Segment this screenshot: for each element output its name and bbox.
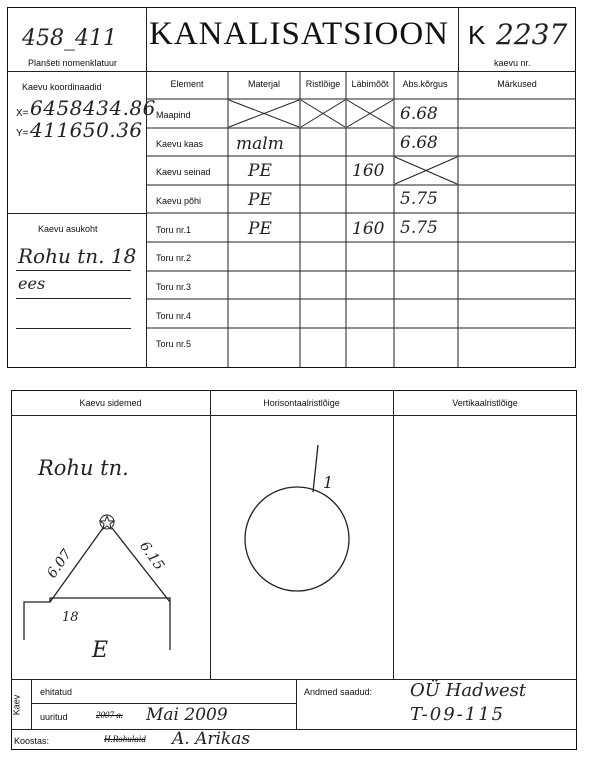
dimension-right: 6.15 [136, 538, 168, 574]
row-label: Kaevu seinad [156, 167, 211, 177]
house-letter: E [92, 638, 109, 663]
data-reference: T-09-115 [410, 704, 506, 725]
cell-abs: 6.68 [400, 133, 438, 153]
compiled-old: H.Rohulaid [104, 734, 146, 744]
row-label: Kaevu kaas [156, 139, 204, 149]
x-prefix: X= [16, 108, 29, 119]
x-coordinate: 6458434.86 [30, 96, 156, 120]
col-vertical: Vertikaalristlõige [452, 398, 518, 408]
location-label: Kaevu asukoht [38, 224, 98, 234]
row-label: Toru nr.4 [156, 311, 192, 321]
col-header-cross: Ristlõige [305, 79, 341, 89]
row-label: Toru nr.5 [156, 339, 192, 349]
cell-material: PE [248, 161, 272, 181]
row-label: Kaevu põhi [156, 196, 202, 206]
cell-abs: 5.75 [400, 218, 438, 238]
house-number: 18 [62, 610, 79, 625]
footer-bottom-line [11, 729, 577, 730]
well-symbol-icon [100, 515, 114, 529]
y-coordinate: 411650.36 [30, 118, 143, 142]
footer-mid-divider [296, 679, 297, 729]
col-header-abs: Abs.kõrgus [402, 79, 448, 89]
cell-diameter: 160 [352, 219, 385, 239]
cell-material: PE [248, 190, 272, 210]
y-prefix: Y= [16, 128, 29, 139]
location-line-1: Rohu tn. 18 [18, 244, 137, 268]
coordinates-label: Kaevu koordinaadid [22, 82, 102, 92]
col-header-element: Element [170, 79, 204, 89]
data-from-value: OÜ Hadwest [410, 680, 527, 701]
col-header-material: Materjal [247, 79, 280, 89]
location-line-2: ees [18, 274, 46, 293]
well-prefix: K [468, 20, 486, 50]
footer-side-divider [31, 679, 32, 729]
well-number-label: kaevu nr. [494, 58, 531, 68]
col-header-notes: Märkused [497, 79, 537, 89]
surveyed-new: Mai 2009 [146, 705, 228, 725]
building-outline [24, 598, 170, 650]
surveyed-old: 2007 a. [96, 710, 123, 720]
street-label: Rohu tn. [38, 456, 129, 480]
dimension-left: 6.07 [44, 546, 76, 582]
cell-abs: 5.75 [400, 189, 438, 209]
well-number: 2237 [496, 18, 568, 51]
tie-lines [50, 528, 170, 602]
row-label: Toru nr.3 [156, 282, 192, 292]
row-label: Toru nr.2 [156, 253, 192, 263]
built-label: ehitatud [40, 687, 73, 697]
nomenclature-value: 458_411 [22, 26, 117, 51]
cell-abs: 6.68 [400, 104, 438, 124]
footer-mid-line [31, 703, 296, 704]
col-sidemed: Kaevu sidemed [79, 398, 142, 408]
row-label: Maapind [156, 110, 191, 120]
row-label: Toru nr.1 [156, 225, 192, 235]
surveyed-label: uuritud [40, 712, 68, 722]
cell-diameter: 160 [352, 161, 385, 181]
compiled-label: Koostas: [14, 736, 50, 746]
data-from-label: Andmed saadud: [304, 687, 373, 697]
cell-material: PE [248, 219, 272, 239]
horizontal-section-circle [245, 487, 349, 591]
nomenclature-label: Planšeti nomenklatuur [28, 58, 118, 68]
col-header-diameter: Läbimõõt [351, 79, 389, 89]
cell-material: malm [236, 134, 284, 154]
compiled-new: A. Arikas [172, 729, 251, 749]
pipe-label: 1 [323, 473, 334, 492]
page-title: KANALISATSIOON [149, 16, 449, 52]
footer-side-label: Kaev [11, 694, 22, 716]
pipe-line [313, 445, 318, 492]
col-horizontal: Horisontaalristlõige [263, 398, 340, 408]
